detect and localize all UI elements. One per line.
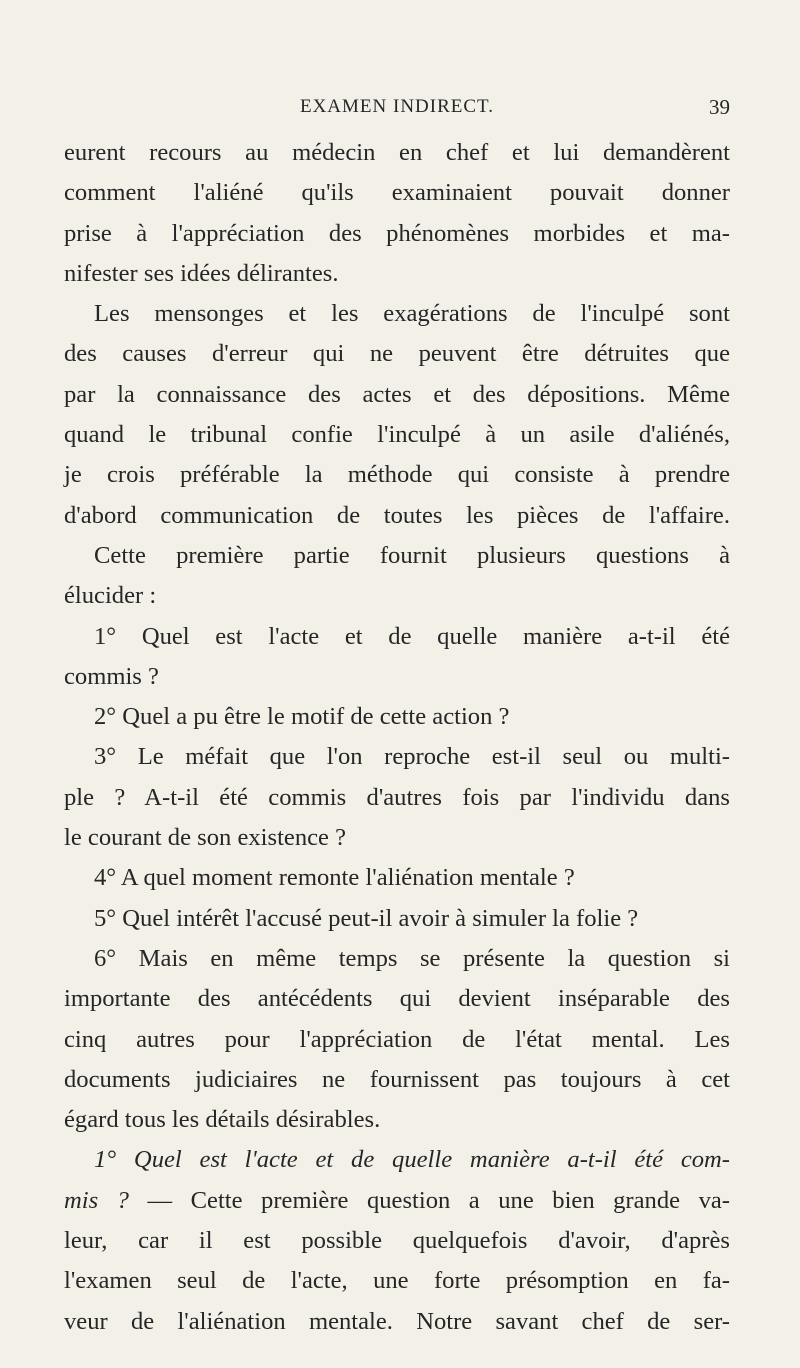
text-line: ple ? A-t-il été commis d'autres fois par l'individu dans [64,783,730,811]
italic-question-heading: 1° Quel est l'acte et de quelle manière a-t-il été com- [94,1146,730,1174]
closing-lines [64,1221,730,1342]
text-line: élucider : [64,582,157,610]
paragraph-lines [64,133,730,1140]
text-line-italic-heading [64,1140,730,1180]
text-line: 1° Quel est l'acte et de quelle manière a-t-il été [94,622,730,650]
text-line: 6° Mais en même temps se présente la question si [94,944,730,972]
text-line: leur, car il est possible quelquefois d'avoir, d'après [64,1227,730,1255]
text-line: d'abord communication de toutes les pièces de l'affaire. [64,501,730,529]
text-line: par la connaissance des actes et des dépositions. Même [64,380,730,408]
text-line: 3° Le méfait que l'on reproche est-il seul ou multi- [94,743,730,771]
question-answer-start: — Cette première question a une bien grande va- [128,1186,730,1214]
text-line: comment l'aliéné qu'ils examinaient pouvait donner [64,179,730,207]
text-line: le courant de son existence ? [64,824,347,852]
text-line: nifester ses idées délirantes. [64,259,339,287]
page-header [64,94,730,120]
text-line: cinq autres pour l'appréciation de l'état mental. Les [64,1025,730,1053]
text-line: des causes d'erreur qui ne peuvent être détruites que [64,340,730,368]
text-line: documents judiciaires ne fournissent pas toujours à cet [64,1065,730,1093]
text-line: Cette première partie fournit plusieurs questions à [94,541,730,569]
text-line: 4° A quel moment remonte l'aliénation mentale ? [94,864,575,892]
text-line: prise à l'appréciation des phénomènes morbides et ma- [64,219,730,247]
text-line: je crois préférable la méthode qui consiste à prendre [64,461,730,489]
text-line: importante des antécédents qui devient inséparable des [64,985,730,1013]
italic-question-heading-end: mis ? [64,1186,129,1214]
body-text [64,133,730,1342]
text-line: Les mensonges et les exagérations de l'inculpé sont [94,300,730,328]
text-line: l'examen seul de l'acte, une forte présomption en fa- [64,1267,730,1295]
text-line: veur de l'aliénation mentale. Notre savant chef de ser- [64,1307,730,1335]
text-line-italic-continuation [64,1181,730,1221]
text-line: 5° Quel intérêt l'accusé peut-il avoir à simuler la folie ? [94,904,639,932]
text-line: quand le tribunal confie l'inculpé à un asile d'aliénés, [64,421,730,449]
text-line: 2° Quel a pu être le motif de cette action ? [94,703,510,731]
running-head: EXAMEN INDIRECT. [299,96,494,117]
text-line: eurent recours au médecin en chef et lui demandèrent [64,139,730,166]
text-line: commis ? [64,662,159,690]
page-number: 39 [709,95,730,119]
text-line: égard tous les détails désirables. [64,1106,381,1134]
